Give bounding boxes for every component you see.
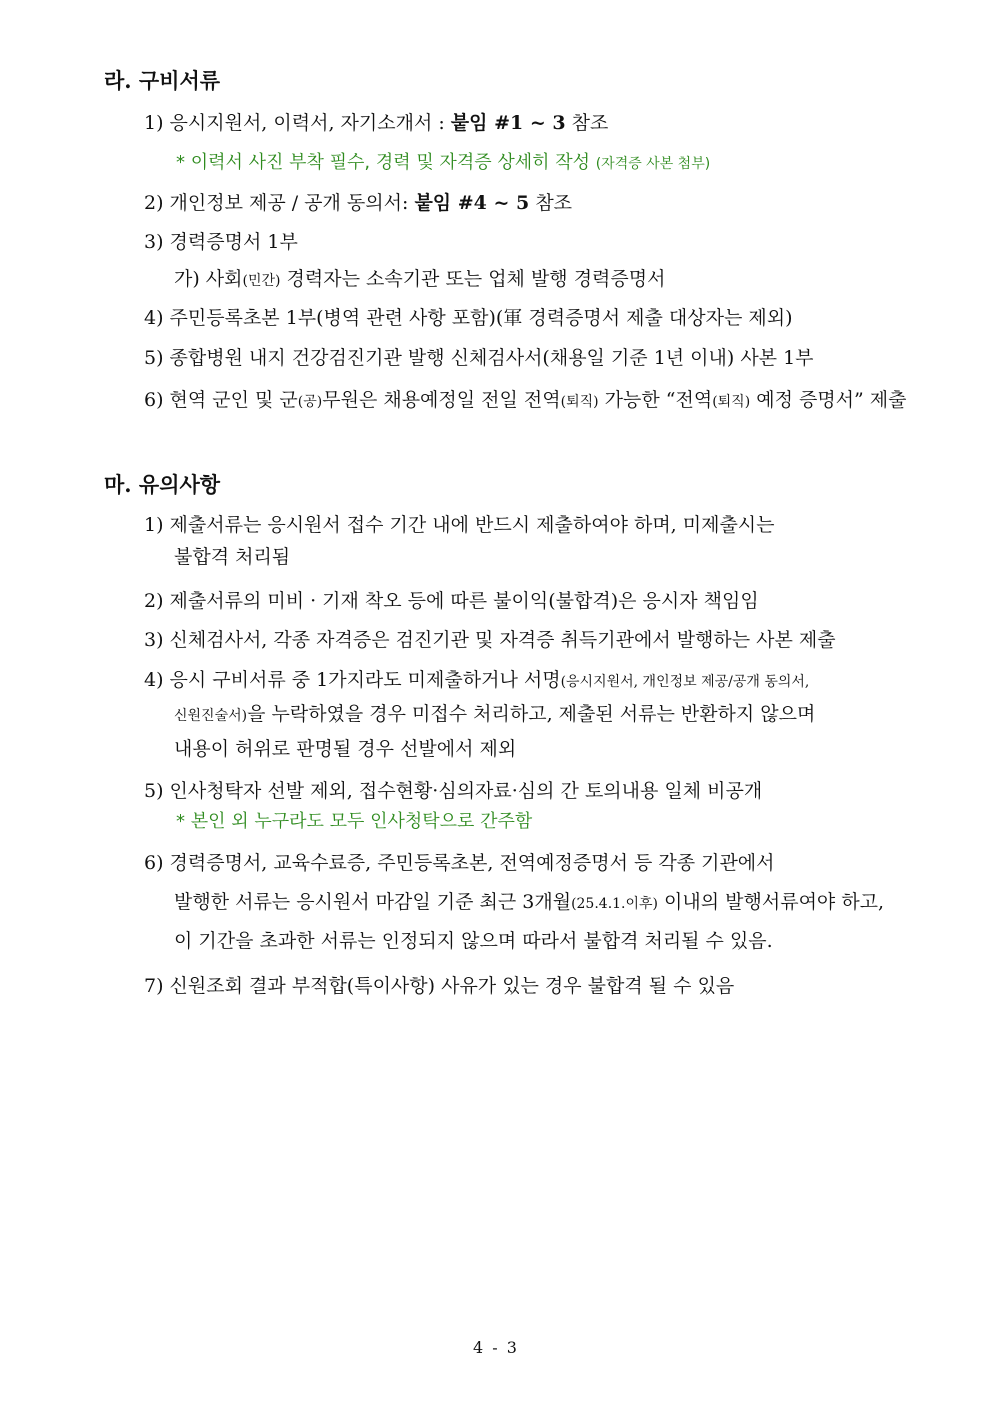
note-item-4-cont2: 내용이 허위로 판명될 경우 선발에서 제외 [174,738,517,760]
note-item-4 [144,667,809,695]
note-item-4-cont [174,701,815,729]
item-discharge-certificate [144,387,906,415]
subitem-civil-career [174,266,665,294]
page-number: 4 - 3 [473,1338,519,1357]
note-resume-photo [176,150,710,177]
item-bold-ref: 붙임 #1 ~ 3 [450,112,566,134]
item-text: 1) 응시지원서, 이력서, 자기소개서 : [144,112,451,134]
note-small-text: (자격증 사본 첨부) [595,156,711,172]
note-item-6-cont [174,889,884,917]
note-small-text: (응시지원서, 개인정보 제공/공개 동의서, [560,674,810,690]
item-privacy-consent [144,190,572,216]
item-text: 참조 [565,112,609,134]
note-item-1-cont: 불합격 처리됨 [174,546,291,568]
item-medical-exam: 5) 종합병원 내지 건강검진기관 발행 신체검사서(채용일 기준 1년 이내) 사본 1부 [144,347,814,369]
note-text: * 이력서 사진 부착 필수, 경력 및 자격증 상세히 작성 [176,152,596,173]
note-solicitation: * 본인 외 누구라도 모두 인사청탁으로 간주함 [176,811,533,832]
section-title-notes: 마. 유의사항 [104,472,221,497]
item-resident-registration: 4) 주민등록초본 1부(병역 관련 사항 포함)(軍 경력증명서 제출 대상자는 제외) [144,307,793,329]
subitem-text: 가) 사회 [174,268,243,290]
subitem-small-text: (민간) [242,273,281,289]
item-application-forms [144,110,608,136]
note-item-7: 7) 신원조회 결과 부적합(특이사항) 사유가 있는 경우 불합격 될 수 있음 [144,975,735,997]
note-item-1: 1) 제출서류는 응시원서 접수 기간 내에 반드시 제출하여야 하며, 미제출시는 [144,514,775,536]
item-text: 참조 [529,192,573,214]
note-item-6-cont2: 이 기간을 초과한 서류는 인정되지 않으며 따라서 불합격 처리될 수 있음. [174,930,773,952]
item-bold-ref: 붙임 #4 ~ 5 [414,192,530,214]
item-text: 예정 증명서” 제출 [750,389,907,411]
subitem-text: 경력자는 소속기관 또는 업체 발행 경력증명서 [280,268,666,290]
note-item-5: 5) 인사청탁자 선발 제외, 접수현황·심의자료·심의 간 토의내용 일체 비공개 [144,780,763,802]
note-small-text: 신원진술서) [174,708,248,724]
item-text: 2) 개인정보 제공 / 공개 동의서: [144,192,415,214]
note-text: 을 누락하였을 경우 미접수 처리하고, 제출된 서류는 반환하지 않으며 [247,703,816,725]
item-text: 가능한 “전역 [598,389,713,411]
section-title-documents: 라. 구비서류 [104,68,221,93]
note-text: 발행한 서류는 응시원서 마감일 기준 최근 3개월 [174,891,572,913]
item-text: 6) 현역 군인 및 군 [144,389,298,411]
item-small-text: (퇴직) [560,394,599,410]
note-item-2: 2) 제출서류의 미비 · 기재 착오 등에 따른 불이익(불합격)은 응시자 책임임 [144,590,759,612]
note-small-text: (25.4.1.이후) [571,896,659,912]
item-career-certificate: 3) 경력증명서 1부 [144,231,298,253]
item-text: 무원은 채용예정일 전일 전역 [322,389,561,411]
item-small-text: (공) [297,394,323,410]
note-item-6: 6) 경력증명서, 교육수료증, 주민등록초본, 전역예정증명서 등 각종 기관에서 [144,852,775,874]
note-text: 4) 응시 구비서류 중 1가지라도 미제출하거나 서명 [144,669,561,691]
note-text: 이내의 발행서류여야 하고, [658,891,885,913]
note-item-3: 3) 신체검사서, 각종 자격증은 검진기관 및 자격증 취득기관에서 발행하는 사본 제출 [144,629,836,651]
item-small-text: (퇴직) [712,394,751,410]
